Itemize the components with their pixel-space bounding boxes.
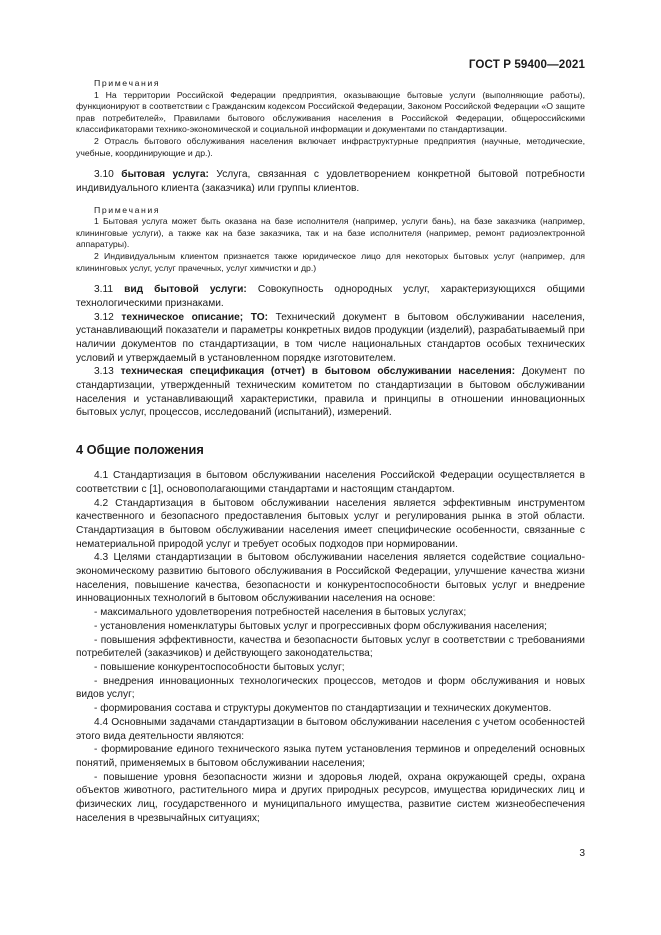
paragraph-4-2: 4.2 Стандартизация в бытовом обслуживании населения является эффективным инструментом качественного и безопасного предоставления бытовых услуг и регулирования рынка в этой области. Стандартизация в бытовом обслуживании населения имеет специфические особенности, связанные с нематериальной природой услуг и требует особых подходов при нормировании. <box>76 497 585 550</box>
list-item: - установления номенклатуры бытовых услуг и прогрессивных форм обслуживания населения; <box>94 620 547 632</box>
paragraph-4-1: 4.1 Стандартизация в бытовом обслуживании населения Российской Федерации осуществляется в соответствии с [1], основополагающими стандартами и настоящим стандартом. <box>76 470 585 495</box>
list-item: - повышение уровня безопасности жизни и здоровья людей, охрана окружающей среды, охрана объектов животного, растительного мира и других природных ресурсов, имущества юридических лиц и физических лиц, государственного и муниципального имущества, развитие систем жизнеобеспечения населения в чрезвычайных ситуациях; <box>76 771 585 824</box>
section-heading-wrap <box>76 442 585 457</box>
term-name: техническая спецификация (отчет) в бытовом обслуживании населения: <box>120 366 516 378</box>
section-heading: 4 Общие положения <box>76 442 204 458</box>
note-item: 2 Отрасль бытового обслуживания населения включает инфраструктурные предприятия (научные, методические, учебные, координирующие и др.). <box>76 135 585 158</box>
list-item: - повышения эффективности, качества и безопасности бытовых услуг в соответствии с требованиями потребителей (заказчиков) и действующего законодательства; <box>76 634 585 660</box>
standard-number: ГОСТ Р 59400—2021 <box>468 58 585 71</box>
note-item: 1 На территории Российской Федерации предприятия, оказывающие бытовые услуги (выполняющие работы), функционируют в соответствии с Гражданским кодексом Российской Федерации, Законом Российской Федерации «О защите прав потребителей», Правилами бытового обслуживания населения в Российской Федерации, общероссийскими классификаторами технико-экономической и социальной информации и документами по стандартизации. <box>76 89 585 135</box>
term-definition: Совокупность однородных услуг, характеризующихся общими технологическими признаками. <box>76 284 585 309</box>
paragraph-4-3: 4.3 Целями стандартизации в бытовом обслуживании населения является содействие социально-экономическому развитию бытового обслуживания в Российской Федерации, улучшение качества жизни населения, повышение качества, безопасности и конкурентоспособности бытовых услуг и внедрение инновационных технологий в бытовом обслуживании населения на основе: <box>76 552 585 605</box>
list-item: - максимального удовлетворения потребностей населения в бытовых услугах; <box>94 607 467 619</box>
term-3-10 <box>76 168 585 195</box>
note-item: 2 Индивидуальным клиентом признается также юридическое лицо для некоторых бытовых услуг (например, для клининговых услуг, услуг прачечных, услуг химчистки и др.) <box>76 250 585 273</box>
term-number: 3.13 <box>94 366 114 378</box>
note-item: 1 Бытовая услуга может быть оказана на базе исполнителя (например, услуги бань), на базе заказчика (например, клининговые услуги), а также как на базе заказчика, так и на базе исполнителя (например, ремонт радиоэлектронной аппаратуры). <box>76 216 585 250</box>
term-name: техническое описание; ТО: <box>121 311 269 323</box>
list-item: - внедрения инновационных технологических процессов, методов и форм обслуживания и новых видов услуг; <box>76 675 585 701</box>
term-number: 3.11 <box>94 284 114 296</box>
term-definition: Документ по стандартизации, утвержденный техническим комитетом по стандартизации в бытовом обслуживании населения и устанавливающий характеристики, правила и принципы в отношении инновационных бытовых услуг, процессов, исследований (испытаний), измерений. <box>76 366 585 419</box>
notes-block-2 <box>76 205 585 275</box>
term-3-11 <box>76 283 585 310</box>
notes-block-1 <box>76 78 585 159</box>
notes-title: Примечания <box>94 204 161 215</box>
term-number: 3.12 <box>94 311 114 323</box>
term-definition: Услуга, связанная с удовлетворением конкретной бытовой потребности индивидуального клиента (заказчика) или группы клиентов. <box>76 169 585 194</box>
section-4-body <box>76 469 585 825</box>
term-definition: Технический документ в бытовом обслуживании населения, устанавливающий показатели и параметры конкретных видов продукции (изделий), разрабатываемый при наличии документов по стандартизации, в том числе национальных стандартов особых технических условий и утверждаемый в установленном порядке изготовителем. <box>76 311 585 364</box>
list-item: - повышение конкурентоспособности бытовых услуг; <box>94 662 345 673</box>
paragraph-4-4: 4.4 Основными задачами стандартизации в бытовом обслуживании населения с учетом особенностей этого вида деятельности являются: <box>76 716 585 742</box>
term-3-12 <box>76 311 585 366</box>
list-item: - формирование единого технического языка путем установления терминов и определений основных понятий, применяемых в бытовом обслуживании населения; <box>76 744 585 769</box>
term-3-13 <box>76 365 585 420</box>
term-number: 3.10 <box>94 169 114 181</box>
notes-title: Примечания <box>94 78 161 88</box>
list-item: - формирования состава и структуры документов по стандартизации и технических документов. <box>94 703 552 715</box>
page-number: 3 <box>579 848 585 859</box>
page-content <box>76 78 585 825</box>
term-name: бытовая услуга: <box>121 169 209 181</box>
term-name: вид бытовой услуги: <box>124 284 247 296</box>
